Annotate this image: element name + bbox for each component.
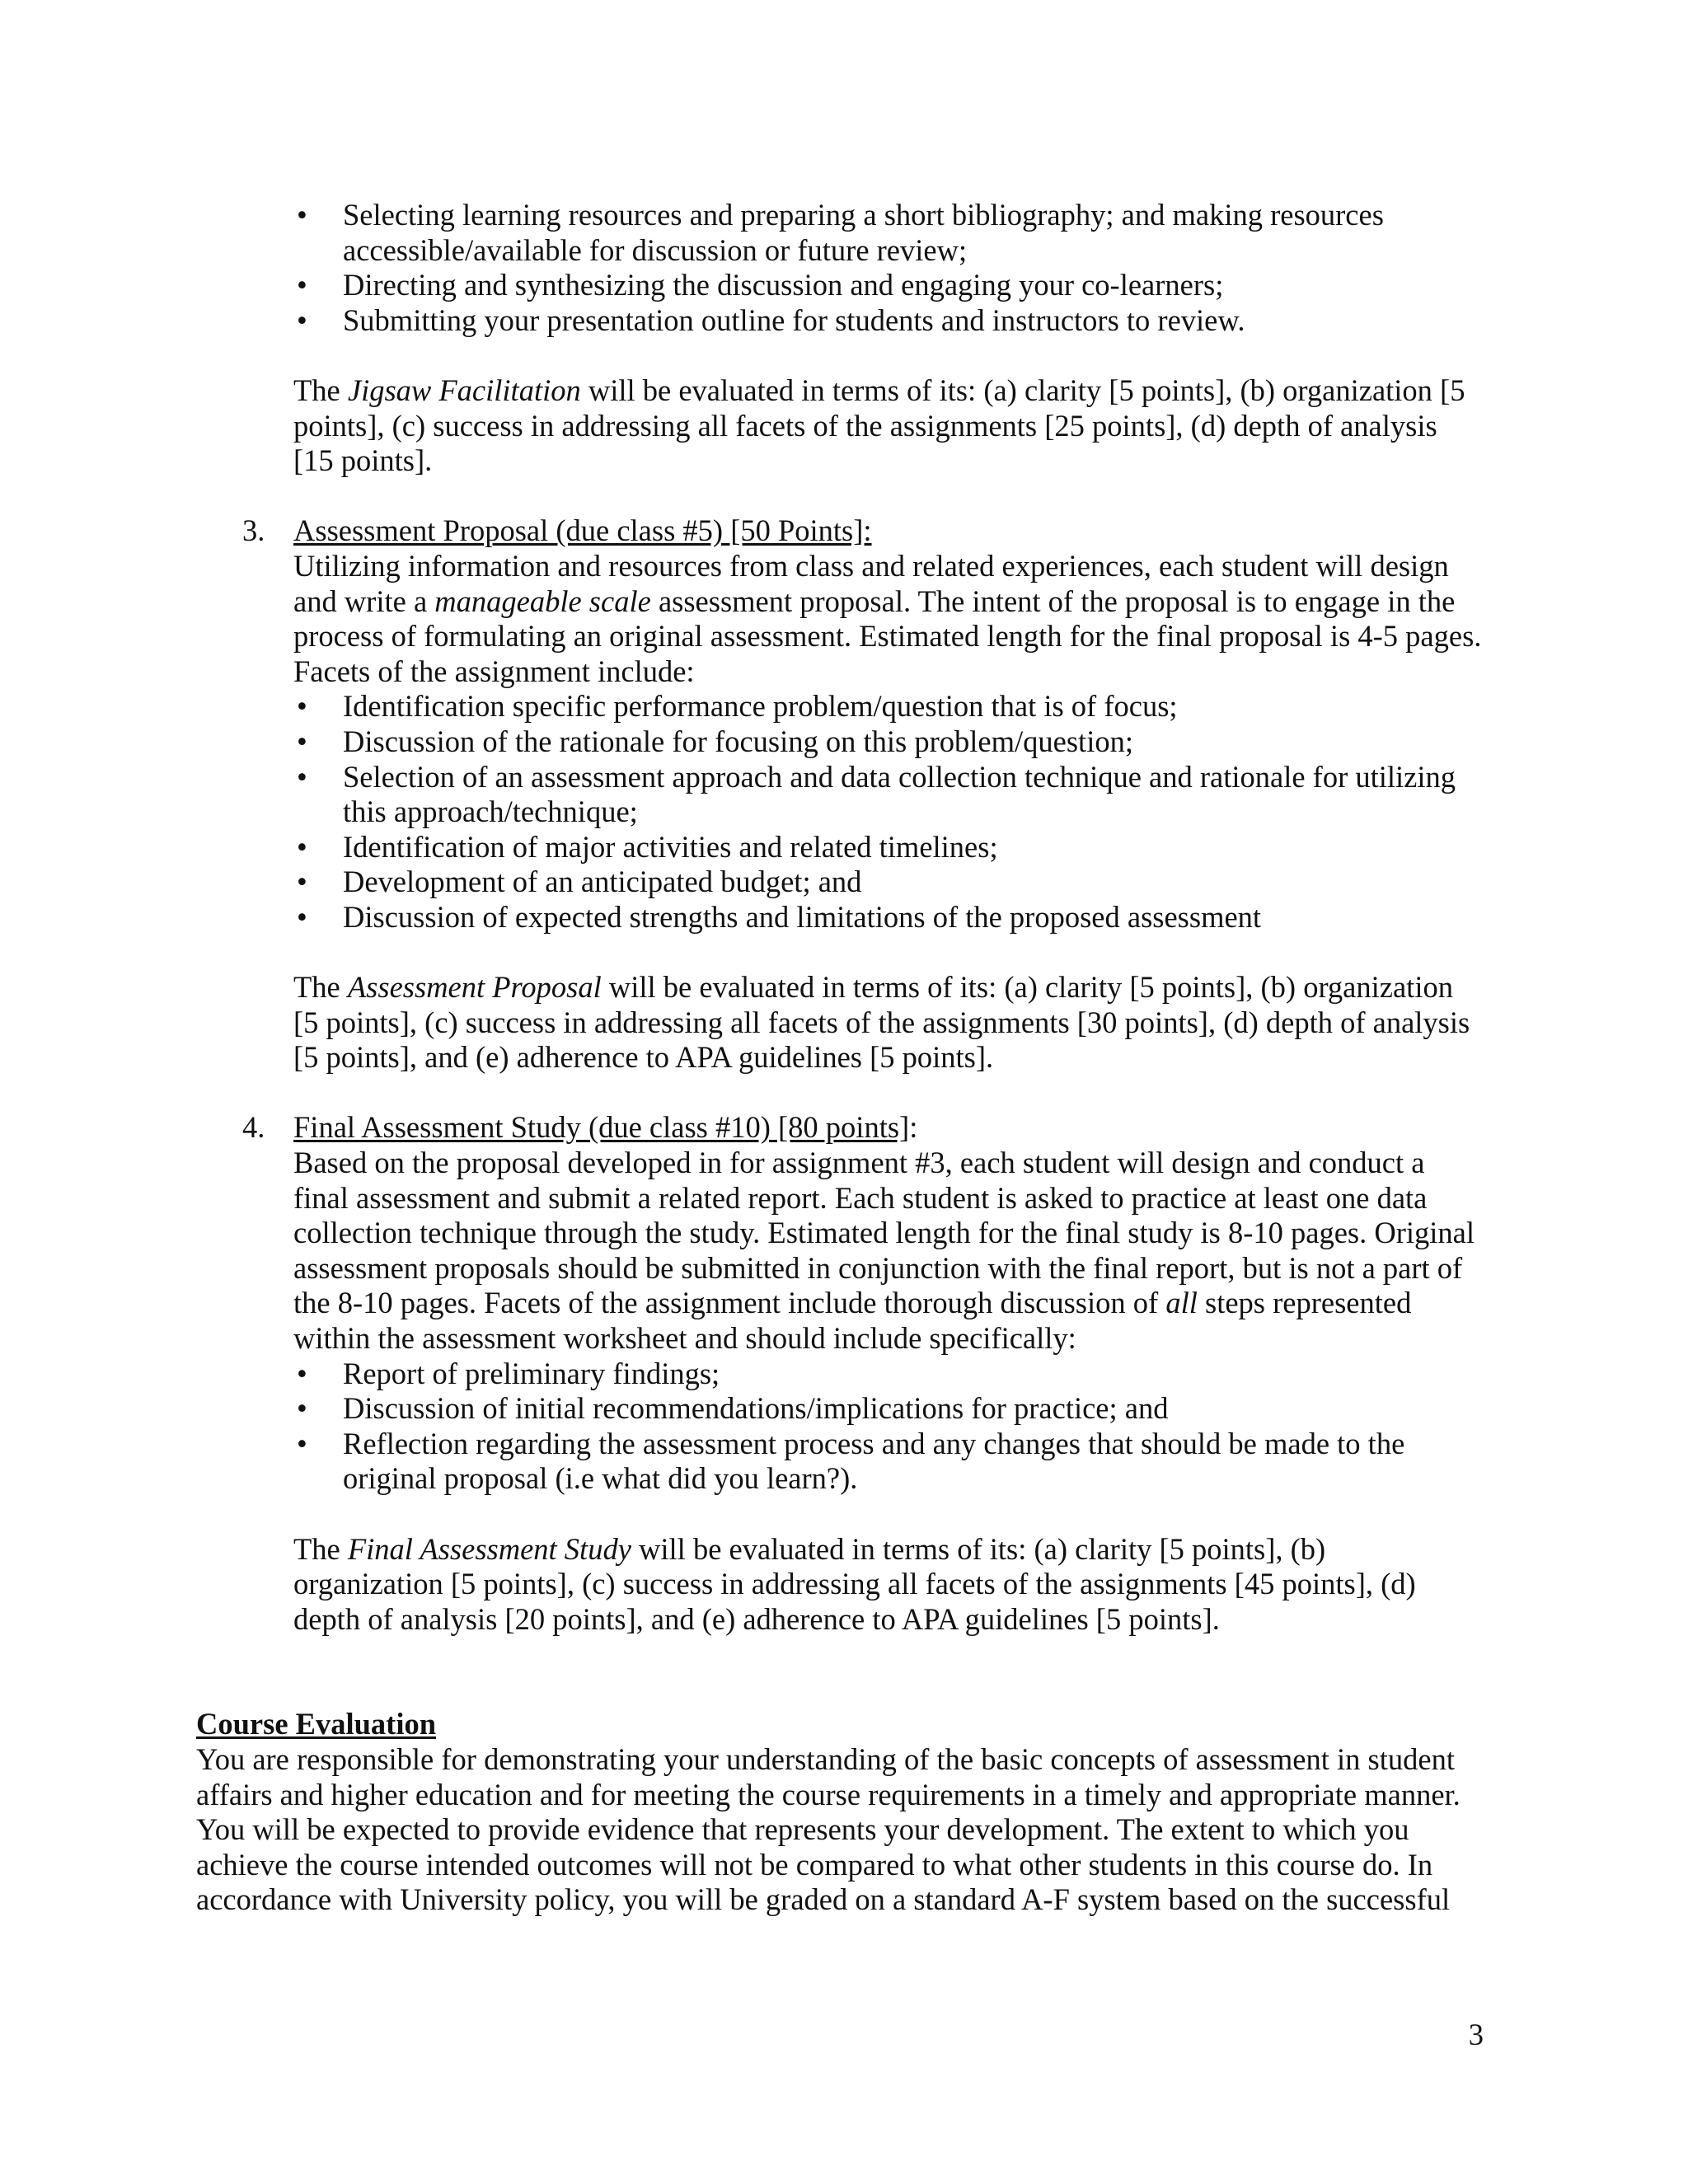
assignment-number: 4. <box>242 1110 265 1145</box>
list-item: • Development of an anticipated budget; and <box>293 865 1482 900</box>
list-item: • Selection of an assessment approach and data collection technique and rationale for utilizing this approach/technique; <box>293 760 1482 830</box>
list-item: • Discussion of expected strengths and limitations of the proposed assessment <box>293 900 1482 935</box>
assignment-3 <box>242 513 1482 1076</box>
assignment-4-title-line: Final Assessment Study (due class #10) [80 points]: <box>293 1110 918 1145</box>
assignment-3-facets-list <box>293 689 1482 935</box>
assignment-4-evaluation: The Final Assessment Study will be evaluated in terms of its: (a) clarity [5 points], (b) organization [5 points], (c) success in addressing all facets of the assignments [45 points], (d) depth of analysis [20 points], and (e) adherence to APA guidelines [5 points]. <box>293 1531 1416 1636</box>
list-item: • Reflection regarding the assessment process and any changes that should be made to the original proposal (i.e what did you learn?). <box>293 1427 1482 1497</box>
list-item: • Discussion of initial recommendations/implications for practice; and <box>293 1391 1482 1427</box>
list-item: • Identification specific performance problem/question that is of focus; <box>293 689 1482 724</box>
list-item: • Directing and synthesizing the discussion and engaging your co-learners; <box>293 268 1482 303</box>
assignment-4 <box>242 1110 1482 1637</box>
assignment-number: 3. <box>242 513 265 548</box>
jigsaw-facilitation-term: Jigsaw Facilitation <box>347 373 581 407</box>
list-item: • Discussion of the rationale for focusing on this problem/question; <box>293 724 1482 760</box>
list-item: • Selecting learning resources and preparing a short bibliography; and making resources accessible/available for discussion or future review; <box>293 198 1482 268</box>
list-item: • Submitting your presentation outline for students and instructors to review. <box>293 303 1482 339</box>
assignment-3-description: Utilizing information and resources from class and related experiences, each student will design and write a manageable scale assessment proposal. The intent of the proposal is to engage in the process of formulating an original assessment. Estimated length for the final proposal is 4-5 pages. Facets of the assignment include: <box>293 548 1482 688</box>
list-item: • Report of preliminary findings; <box>293 1357 1482 1392</box>
top-bullet-list <box>293 198 1482 338</box>
continued-bullets-block <box>293 198 1482 479</box>
page-content <box>196 198 1482 1918</box>
assignment-4-title: Final Assessment Study (due class #10) [80 points] <box>293 1110 910 1145</box>
assignment-3-evaluation: The Assessment Proposal will be evaluated in terms of its: (a) clarity [5 points], (b) organization [5 points], (c) success in addressing all facets of the assignments [30 points], (d) depth of analysis [5 points], and (e) adherence to APA guidelines [5 points]. <box>293 970 1470 1075</box>
assignment-4-facets-list <box>293 1357 1482 1497</box>
list-item: • Identification of major activities and related timelines; <box>293 830 1482 865</box>
course-evaluation-body: You are responsible for demonstrating your understanding of the basic concepts of assessment in student affairs and higher education and for meeting the course requirements in a timely and appropriate manner. You will be expected to provide evidence that represents your development. The extent to which you achieve the course intended outcomes will not be compared to what other students in this course do. In accordance with University policy, you will be graded on a standard A-F system based on the successful <box>196 1741 1461 1917</box>
jigsaw-evaluation-paragraph: The Jigsaw Facilitation will be evaluated in terms of its: (a) clarity [5 points], (b) organization [5 points], (c) success in addressing all facets of the assignments [25 points], (d) depth of analysis [15 points]. <box>293 373 1465 478</box>
section-heading: Course Evaluation <box>196 1707 437 1741</box>
assignment-4-description: Based on the proposal developed in for assignment #3, each student will design and conduct a final assessment and submit a related report. Each student is asked to practice at least one data collection technique through the study. Estimated length for the final study is 8-10 pages. Original assessment proposals should be submitted in conjunction with the final report, but is not a part of the 8-10 pages. Facets of the assignment include thorough discussion of all steps represented within the assessment worksheet and should include specifically: <box>293 1146 1475 1355</box>
assignment-3-title: Assessment Proposal (due class #5) [50 Points]: <box>293 513 872 548</box>
course-evaluation-section <box>196 1707 1482 1918</box>
page-number: 3 <box>1468 2018 1484 2051</box>
